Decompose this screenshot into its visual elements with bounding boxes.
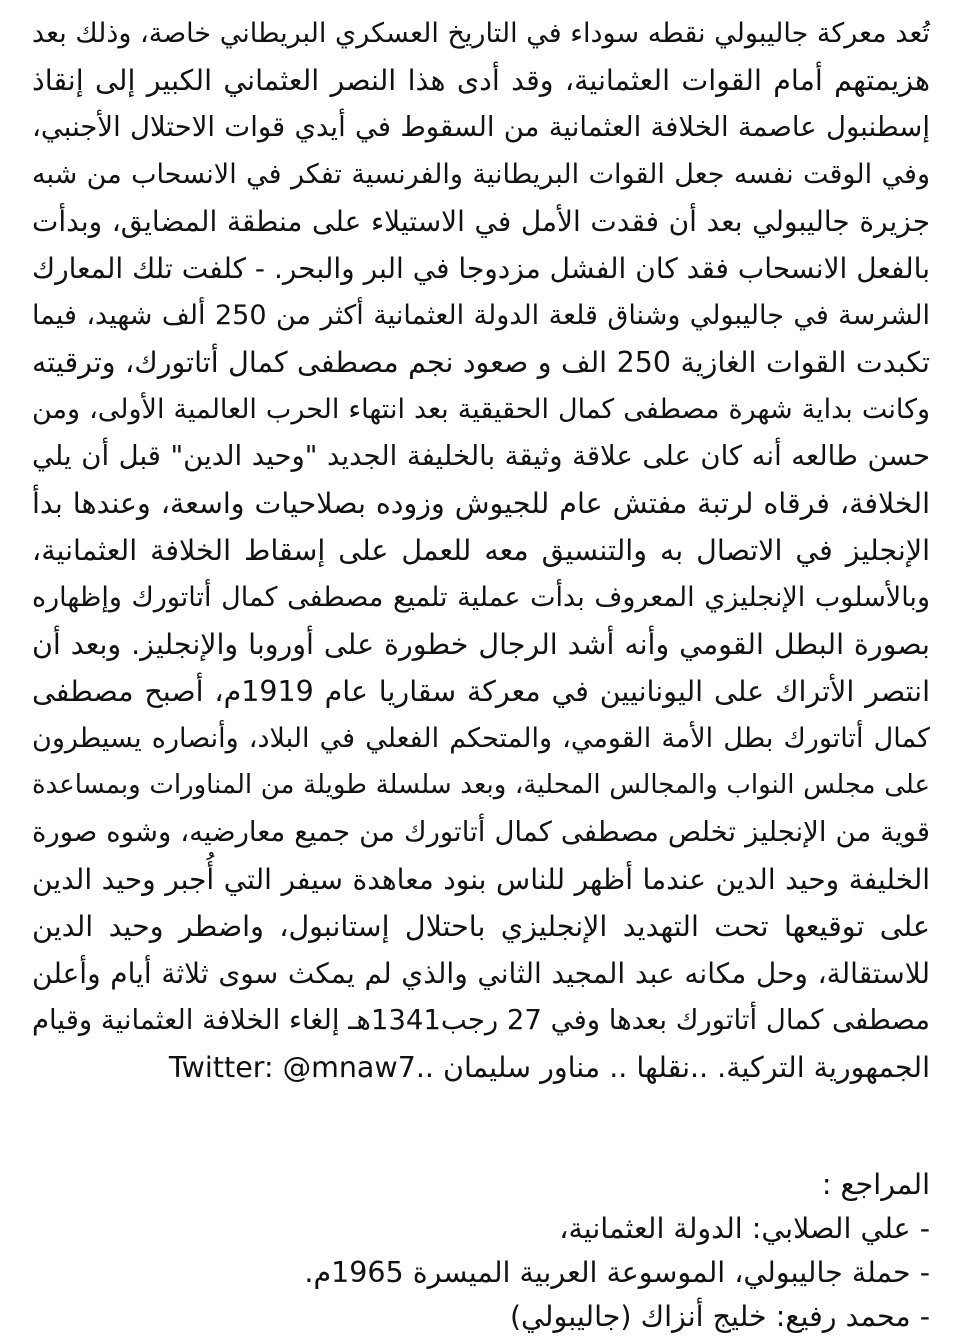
article-line: حسن طالعه أنه كان على علاقة وثيقة بالخليفة الجديد "وحيد الدين" قبل أن يلي [32, 440, 930, 472]
article-line: على مجلس النواب والمجالس المحلية، وبعد سلسلة طويلة من المناورات وبمساعدة [32, 770, 930, 800]
references-section [32, 1163, 930, 1339]
article-line: بالفعل الانسحاب فقد كان الفشل مزدوجا في البر والبحر. - كلفت تلك المعارك [32, 252, 930, 285]
reference-item: - علي الصلابي: الدولة العثمانية، [559, 1212, 930, 1245]
article-line: انتصر الأتراك على اليونانيين في معركة سقاريا عام 1919م، أصبح مصطفى [32, 675, 931, 708]
section-spacer [32, 1091, 930, 1163]
article-line: تكبدت القوات الغازية 250 الف و صعود نجم مصطفى كمال أتاتورك، وترقيته [32, 346, 930, 379]
article-line: كمال أتاتورك بطل الأمة القومي، والمتحكم الفعلي في البلاد، وأنصاره يسيطرون [32, 723, 930, 754]
article-line: وكانت بداية شهرة مصطفى كمال الحقيقية بعد انتهاء الحرب العالمية الأولى، ومن [32, 394, 930, 425]
article-line: وبالأسلوب الإنجليزي المعروف بدأت عملية تلميع مصطفى كمال أتاتورك وإظهاره [32, 582, 930, 613]
article-line: على توقيعها تحت التهديد الإنجليزي باحتلال إستانبول، واضطر وحيد الدين [32, 910, 930, 943]
reference-item: - محمد رفيع: خليج أنزاك (جاليبولي) [509, 1300, 930, 1333]
article-line: تُعد معركة جاليبولي نقطه سوداء في التاريخ العسكري البريطاني خاصة، وذلك بعد [32, 18, 930, 49]
article-line: الإنجليز في الاتصال به والتنسيق معه للعمل على إسقاط الخلافة العثمانية، [32, 534, 930, 567]
article-line: الخلافة، فرقاه لرتبة مفتش عام للجيوش وزوده بصلاحيات واسعة، وعندها بدأ [32, 487, 930, 520]
article-line: الخليفة وحيد الدين عندما أظهر للناس بنود معاهدة سيفر التي أُجبر وحيد الدين [32, 863, 930, 896]
article-line: الشرسة في جاليبولي وشناق قلعة الدولة العثمانية أكثر من 250 ألف شهيد، فيما [32, 300, 930, 331]
article-line: بصورة البطل القومي وأنه أشد الرجال خطورة على أوروبا والإنجليز. وبعد أن [32, 628, 930, 661]
article-body [32, 10, 930, 1091]
article-line: هزيمتهم أمام القوات العثمانية، وقد أدى هذا النصر العثماني الكبير إلى إنقاذ [32, 64, 930, 97]
article-line-attribution: الجمهورية التركية. ..نقلها .. مناور سليمان ..Twitter: @mnaw7 [168, 1051, 930, 1084]
article-line: جزيرة جاليبولي بعد أن فقدت الأمل في الاستيلاء على منطقة المضايق، وبدأت [32, 205, 930, 238]
article-line: وفي الوقت نفسه جعل القوات البريطانية والفرنسية تفكر في الانسحاب من شبه [32, 159, 930, 190]
reference-item: - حملة جاليبولي، الموسوعة العربية الميسرة 1965م. [304, 1256, 930, 1289]
article-line: للاستقالة، وحل مكانه عبد المجيد الثاني والذي لم يمكث سوى ثلاثة أيام وأعلن [32, 957, 930, 990]
article-line: مصطفى كمال أتاتورك بعدها وفي 27 رجب1341هـ إلغاء الخلافة العثمانية وقيام [31, 1004, 930, 1036]
article-line: قوية من الإنجليز تخلص مصطفى كمال أتاتورك من جميع معارضيه، وشوه صورة [32, 816, 930, 848]
references-heading: المراجع : [821, 1168, 930, 1201]
article-line: إسطنبول عاصمة الخلافة العثمانية من السقوط في أيدي قوات الاحتلال الأجنبي، [32, 111, 930, 143]
